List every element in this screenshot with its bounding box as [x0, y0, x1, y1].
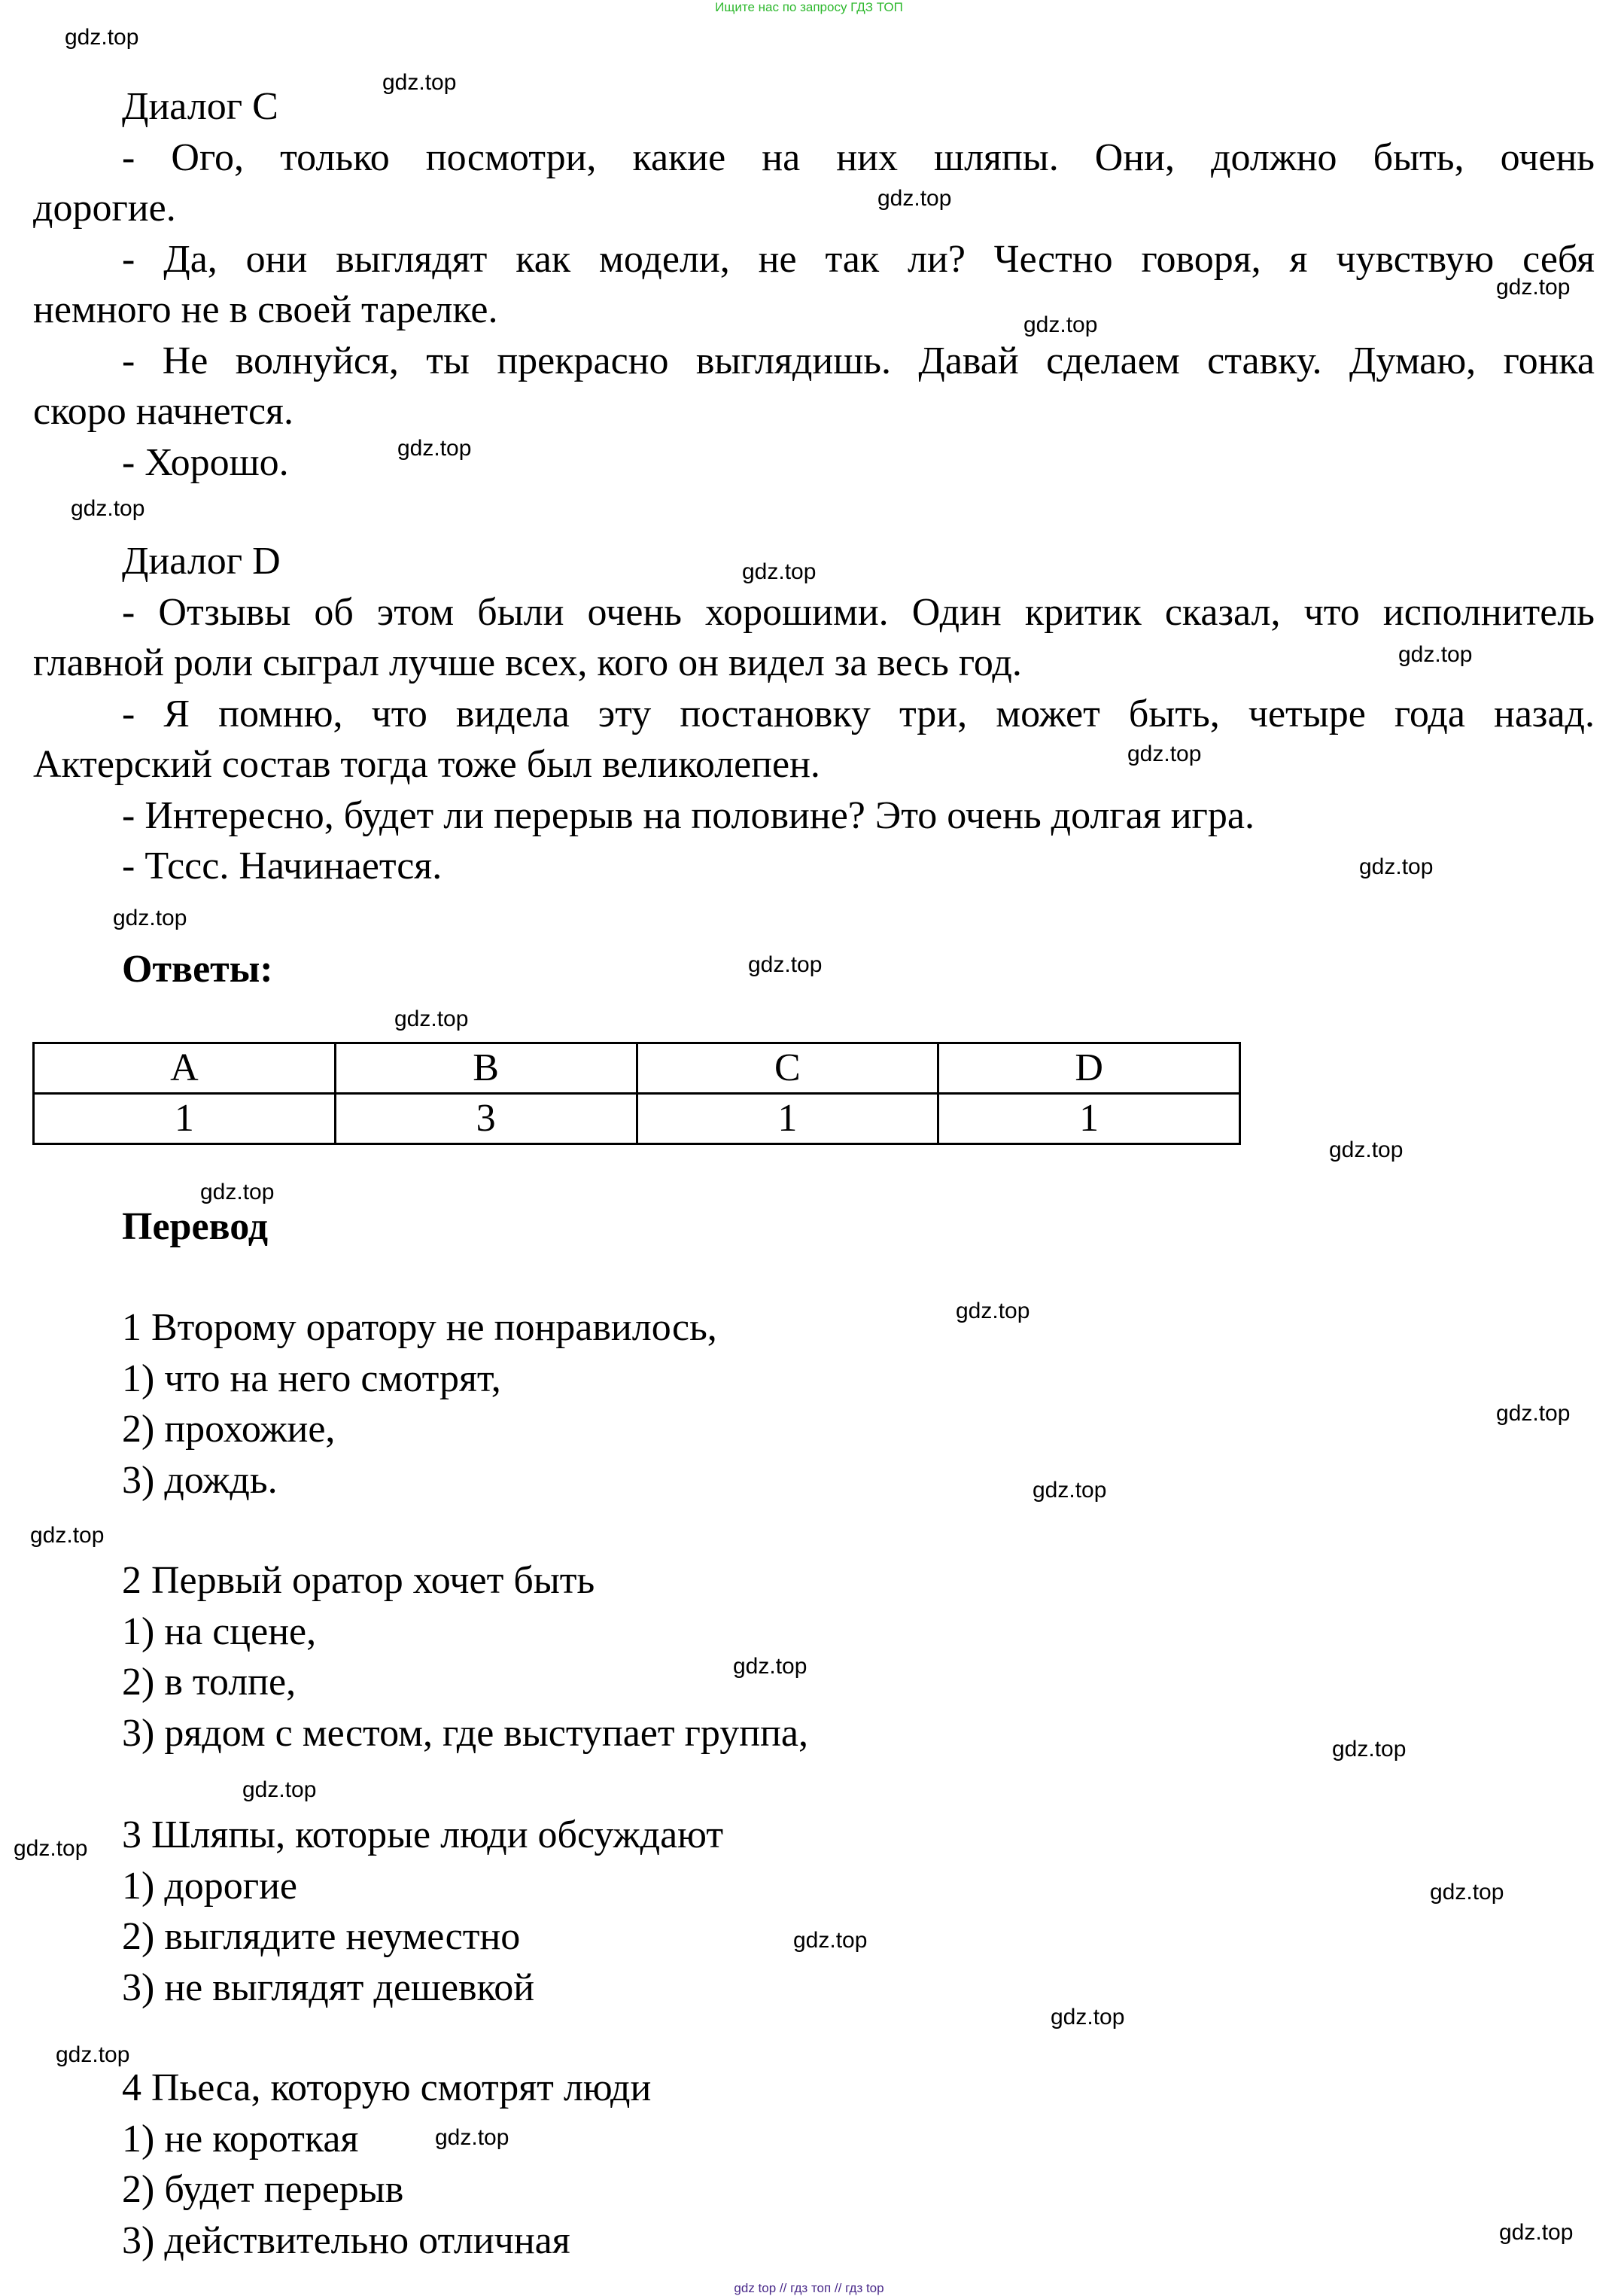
watermark-text: gdz.top [1499, 2220, 1574, 2245]
watermark-text: gdz.top [30, 1523, 105, 1548]
watermark-text: gdz.top [397, 436, 472, 461]
watermark-text: gdz.top [1398, 642, 1473, 667]
answers-value-cell: 1 [34, 1094, 336, 1144]
question-text: 2 Первый оратор хочет быть [122, 1559, 595, 1602]
question-option: 1) на сцене, [122, 1609, 317, 1653]
watermark-text: gdz.top [1496, 1401, 1571, 1426]
question-option: 3) дождь. [122, 1458, 278, 1502]
dialog-d [33, 536, 1595, 892]
question-option: 3) действительно отличная [122, 2218, 570, 2262]
watermark-text: gdz.top [65, 25, 139, 50]
question-text: 3 Шляпы, которые люди обсуждают [122, 1813, 724, 1856]
dialog-d-line: главной роли сыграл лучше всех, кого он видел за весь год. [33, 641, 1022, 684]
watermark-text: gdz.top [1051, 2005, 1125, 2030]
answers-header-cell: C [637, 1043, 938, 1094]
watermark-text: gdz.top [1329, 1137, 1404, 1162]
watermark-text: gdz.top [793, 1928, 868, 1953]
top-banner[interactable]: Ищите нас по запросу ГДЗ ТОП [715, 0, 903, 14]
question-option: 2) будет перерыв [122, 2168, 404, 2211]
translation-question-2 [33, 1555, 1595, 1759]
question-text: 4 Пьеса, которую смотрят люди [122, 2066, 652, 2109]
watermark-text: gdz.top [742, 559, 817, 584]
watermark-text: gdz.top [1359, 854, 1434, 879]
translation-question-3 [33, 1810, 1595, 2013]
question-option: 1) что на него смотрят, [122, 1357, 501, 1400]
watermark-text: gdz.top [1023, 312, 1098, 337]
answers-header-cell: A [34, 1043, 336, 1094]
question-option: 3) не выглядят дешевкой [122, 1966, 535, 2009]
dialog-c-line: немного не в своей тарелке. [33, 288, 498, 331]
dialog-c-line: дорогие. [33, 187, 176, 230]
translation-question-4 [33, 2063, 1595, 2266]
question-option: 3) рядом с местом, где выступает группа, [122, 1711, 808, 1755]
answers-value-row [34, 1094, 1240, 1144]
translation-heading: Перевод [122, 1205, 269, 1248]
answers-header-row [34, 1043, 1240, 1094]
watermark-text: gdz.top [956, 1299, 1030, 1323]
question-option: 2) в толпе, [122, 1661, 297, 1704]
watermark-text: gdz.top [1033, 1478, 1107, 1503]
watermark-text: gdz.top [733, 1654, 807, 1679]
dialog-c-line: - Не волнуйся, ты прекрасно выглядишь. Давай сделаем ставку. Думаю, гонка [122, 339, 1595, 382]
watermark-text: gdz.top [1332, 1737, 1407, 1762]
dialog-d-line: - Тссс. Начинается. [122, 845, 443, 888]
watermark-text: gdz.top [435, 2125, 509, 2150]
question-option: 2) выглядите неуместно [122, 1915, 521, 1958]
question-option: 1) дорогие [122, 1864, 298, 1908]
dialog-d-line: Актерский состав тогда тоже был великолепен. [33, 743, 820, 786]
answers-value-cell: 1 [637, 1094, 938, 1144]
watermark-text: gdz.top [56, 2042, 130, 2067]
watermark-text: gdz.top [242, 1777, 317, 1802]
watermark-text: gdz.top [200, 1180, 275, 1204]
question-option: 1) не короткая [122, 2117, 359, 2160]
answers-header-cell: B [335, 1043, 637, 1094]
question-text: 1 Второму оратору не понравилось, [122, 1306, 717, 1349]
watermark-text: gdz.top [1496, 275, 1571, 300]
dialog-c-line: - Хорошо. [122, 440, 289, 484]
dialog-c-line: скоро начнется. [33, 390, 293, 433]
watermark-text: gdz.top [14, 1836, 88, 1861]
watermark-text: gdz.top [382, 70, 457, 95]
watermark-text: gdz.top [394, 1006, 469, 1031]
dialog-d-heading: Диалог D [122, 540, 281, 583]
watermark-text: gdz.top [113, 906, 187, 930]
dialog-c [33, 81, 1595, 488]
translation-question-1 [33, 1302, 1595, 1506]
watermark-text: gdz.top [748, 952, 823, 977]
dialog-c-line: - Да, они выглядят как модели, не так ли? Честно говоря, я чувствую себя [122, 237, 1595, 281]
watermark-text: gdz.top [1127, 741, 1202, 766]
dialog-c-heading: Диалог C [122, 85, 278, 128]
answers-header-cell: D [938, 1043, 1240, 1094]
watermark-text: gdz.top [1430, 1880, 1504, 1905]
answers-value-cell: 1 [938, 1094, 1240, 1144]
answers-heading: Ответы: [122, 948, 273, 991]
dialog-d-line: - Отзывы об этом были очень хорошими. Один критик сказал, что исполнитель [122, 590, 1595, 634]
dialog-d-line: - Интересно, будет ли перерыв на половине? Это очень долгая игра. [122, 793, 1255, 837]
bottom-footer[interactable]: gdz top // гдз топ // гдз top [734, 2281, 884, 2295]
dialog-d-line: - Я помню, что видела эту постановку три, может быть, четыре года назад. [122, 692, 1595, 735]
answers-value-cell: 3 [335, 1094, 637, 1144]
watermark-text: gdz.top [71, 496, 145, 521]
answers-table [32, 1042, 1241, 1145]
question-option: 2) прохожие, [122, 1408, 336, 1451]
dialog-c-line: - Ого, только посмотри, какие на них шляпы. Они, должно быть, очень [122, 136, 1595, 179]
watermark-text: gdz.top [877, 186, 952, 211]
